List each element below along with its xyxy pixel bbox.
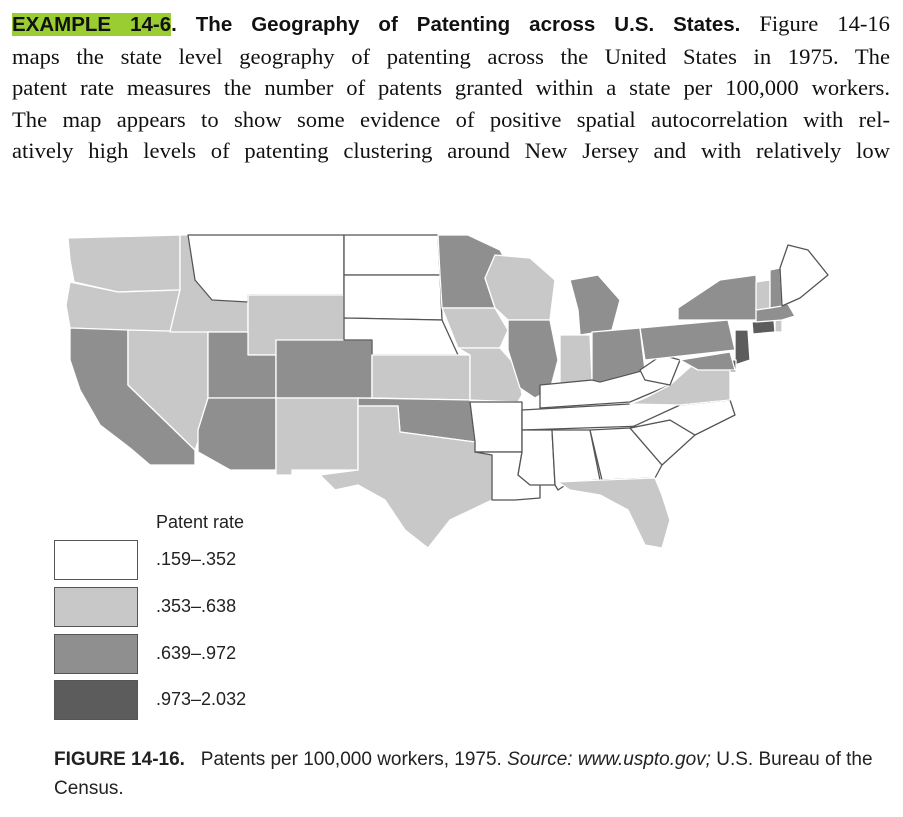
paragraph-line-1: EXAMPLE 14-6. The Geography of Patenting across U.S. States. Figure 14-16 <box>12 11 890 36</box>
state-co <box>276 340 372 398</box>
state-sd <box>344 275 442 320</box>
state-vt <box>756 280 770 310</box>
caption-text: Patents per 100,000 workers, 1975. <box>200 749 502 770</box>
figure-number: FIGURE 14-16. <box>54 749 185 770</box>
state-nj <box>735 330 750 365</box>
legend-label-3: .639–.972 <box>156 643 237 663</box>
state-az <box>198 398 276 470</box>
paragraph-line-3: patent rate measures the number of patents granted within a state per 100,000 workers. <box>12 75 890 100</box>
state-ri <box>775 320 782 332</box>
legend-swatch-1 <box>54 540 138 580</box>
state-ks <box>372 355 470 400</box>
state-mi <box>570 275 620 335</box>
state-nd <box>344 235 440 275</box>
legend-item-2 <box>54 587 354 629</box>
state-mt <box>188 235 344 302</box>
caption-source-link[interactable]: www.uspto.gov; <box>577 749 711 770</box>
legend-title: Patent rate <box>156 512 245 532</box>
example-label: EXAMPLE 14-6 <box>12 13 172 36</box>
paragraph-line-2: maps the state level geography of patenting across the United States in 1975. The <box>12 43 890 69</box>
state-me <box>780 245 828 306</box>
state-in <box>560 335 592 385</box>
legend-swatch-2 <box>54 587 138 627</box>
legend-item-1 <box>54 540 354 582</box>
legend-item-3 <box>54 634 354 676</box>
state-ny <box>678 275 758 320</box>
paragraph-line-5: atively high levels of patenting clustering around New Jersey and with relatively low <box>12 138 890 163</box>
example-title: The Geography of Patenting across U.S. States. <box>195 13 741 36</box>
state-fl <box>558 478 670 548</box>
caption-source-rest: U.S. Bureau of the Census. <box>54 749 873 799</box>
legend-item-4 <box>54 680 354 722</box>
figure-caption <box>54 745 874 803</box>
paragraph-text-1: Figure 14-16 <box>759 11 890 36</box>
legend-label-1: .159–.352 <box>156 549 237 569</box>
legend-swatch-4 <box>54 680 138 720</box>
legend-swatch-3 <box>54 634 138 674</box>
caption-source-label: Source: <box>507 749 573 770</box>
paragraph-line-4: The map appears to show some evidence of positive spatial autocorrelation with rel- <box>12 106 890 132</box>
us-patent-map <box>30 220 870 550</box>
state-ms <box>518 430 555 485</box>
state-nm <box>276 398 358 475</box>
state-wa <box>68 235 180 292</box>
legend-label-4: .973–2.032 <box>156 689 247 709</box>
state-ar <box>470 402 522 452</box>
legend-label-2: .353–.638 <box>156 596 237 616</box>
example-paragraph <box>12 8 890 167</box>
